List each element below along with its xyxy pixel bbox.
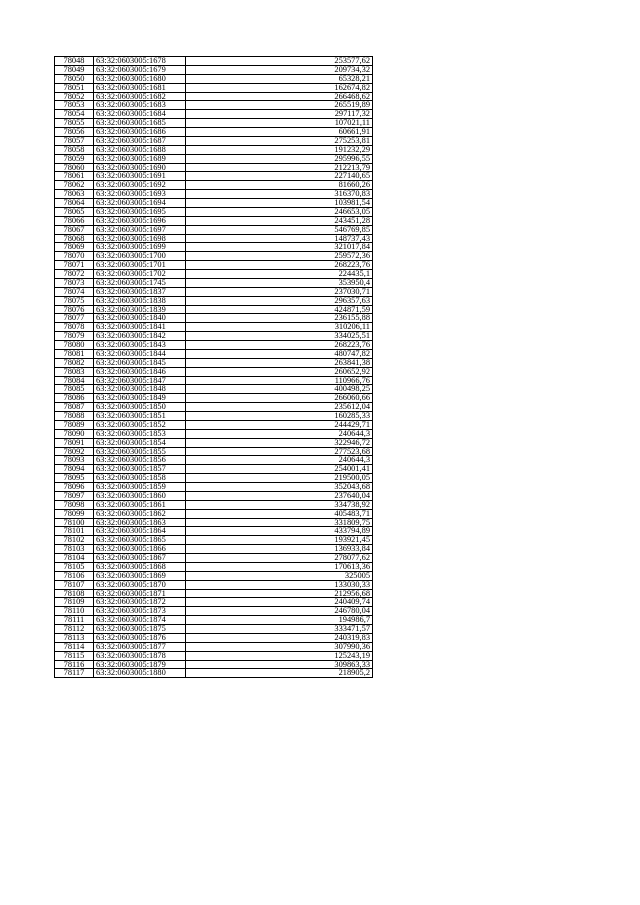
value-cell: 325005 — [186, 571, 373, 580]
cadastral-number-cell: 63:32:0603005:1679 — [94, 65, 186, 74]
value-cell: 275253,81 — [186, 136, 373, 145]
cadastral-number-cell: 63:32:0603005:1864 — [94, 527, 186, 536]
row-id-cell: 78053 — [55, 101, 94, 110]
value-cell: 125243,19 — [186, 651, 373, 660]
value-cell: 316370,83 — [186, 190, 373, 199]
row-id-cell: 78099 — [55, 509, 94, 518]
value-cell: 546769,85 — [186, 225, 373, 234]
cadastral-number-cell: 63:32:0603005:1878 — [94, 651, 186, 660]
table-row — [55, 518, 373, 527]
table-row — [55, 110, 373, 119]
cadastral-number-cell: 63:32:0603005:1861 — [94, 500, 186, 509]
cadastral-number-cell: 63:32:0603005:1682 — [94, 92, 186, 101]
value-cell: 405483,71 — [186, 509, 373, 518]
value-cell: 162674,82 — [186, 83, 373, 92]
cadastral-number-cell: 63:32:0603005:1857 — [94, 465, 186, 474]
row-id-cell: 78105 — [55, 562, 94, 571]
table-row — [55, 669, 373, 678]
row-id-cell: 78055 — [55, 119, 94, 128]
row-id-cell: 78115 — [55, 651, 94, 660]
table-row — [55, 296, 373, 305]
cadastral-number-cell: 63:32:0603005:1871 — [94, 589, 186, 598]
cadastral-number-cell: 63:32:0603005:1691 — [94, 172, 186, 181]
row-id-cell: 78106 — [55, 571, 94, 580]
row-id-cell: 78069 — [55, 243, 94, 252]
cadastral-number-cell: 63:32:0603005:1680 — [94, 74, 186, 83]
value-cell: 218905,2 — [186, 669, 373, 678]
table-row — [55, 163, 373, 172]
table-row — [55, 57, 373, 66]
row-id-cell: 78072 — [55, 270, 94, 279]
cadastral-number-cell: 63:32:0603005:1689 — [94, 154, 186, 163]
cadastral-number-cell: 63:32:0603005:1686 — [94, 128, 186, 137]
row-id-cell: 78101 — [55, 527, 94, 536]
row-id-cell: 78077 — [55, 314, 94, 323]
row-id-cell: 78092 — [55, 447, 94, 456]
value-cell: 227140,65 — [186, 172, 373, 181]
row-id-cell: 78094 — [55, 465, 94, 474]
cadastral-number-cell: 63:32:0603005:1854 — [94, 438, 186, 447]
cadastral-number-cell: 63:32:0603005:1694 — [94, 199, 186, 208]
cadastral-number-cell: 63:32:0603005:1845 — [94, 358, 186, 367]
table-row — [55, 651, 373, 660]
cadastral-number-cell: 63:32:0603005:1839 — [94, 305, 186, 314]
row-id-cell: 78049 — [55, 65, 94, 74]
value-cell: 133030,33 — [186, 580, 373, 589]
row-id-cell: 78054 — [55, 110, 94, 119]
cadastral-value-table — [54, 56, 373, 678]
table-row — [55, 74, 373, 83]
value-cell: 240644,3 — [186, 429, 373, 438]
row-id-cell: 78102 — [55, 536, 94, 545]
row-id-cell: 78100 — [55, 518, 94, 527]
cadastral-number-cell: 63:32:0603005:1855 — [94, 447, 186, 456]
cadastral-number-cell: 63:32:0603005:1867 — [94, 554, 186, 563]
value-cell: 333471,57 — [186, 625, 373, 634]
table-row — [55, 562, 373, 571]
value-cell: 334025,51 — [186, 332, 373, 341]
table-row — [55, 128, 373, 137]
table-row — [55, 92, 373, 101]
value-cell: 160285,33 — [186, 412, 373, 421]
table-row — [55, 456, 373, 465]
row-id-cell: 78064 — [55, 199, 94, 208]
row-id-cell: 78073 — [55, 278, 94, 287]
value-cell: 277523,68 — [186, 447, 373, 456]
value-cell: 254001,41 — [186, 465, 373, 474]
table-row — [55, 323, 373, 332]
value-cell: 237030,71 — [186, 287, 373, 296]
table-row — [55, 119, 373, 128]
cadastral-number-cell: 63:32:0603005:1678 — [94, 57, 186, 66]
table-row — [55, 598, 373, 607]
table-row — [55, 536, 373, 545]
cadastral-number-cell: 63:32:0603005:1698 — [94, 234, 186, 243]
value-cell: 107021,11 — [186, 119, 373, 128]
table-row — [55, 207, 373, 216]
table-row — [55, 332, 373, 341]
value-cell: 424871,59 — [186, 305, 373, 314]
value-cell: 236155,88 — [186, 314, 373, 323]
value-cell: 278077,62 — [186, 554, 373, 563]
row-id-cell: 78098 — [55, 500, 94, 509]
table-row — [55, 642, 373, 651]
row-id-cell: 78063 — [55, 190, 94, 199]
value-cell: 240319,83 — [186, 633, 373, 642]
value-cell: 246653,05 — [186, 207, 373, 216]
row-id-cell: 78091 — [55, 438, 94, 447]
table-row — [55, 199, 373, 208]
cadastral-number-cell: 63:32:0603005:1681 — [94, 83, 186, 92]
table-row — [55, 403, 373, 412]
table-row — [55, 491, 373, 500]
cadastral-number-cell: 63:32:0603005:1866 — [94, 545, 186, 554]
row-id-cell: 78114 — [55, 642, 94, 651]
row-id-cell: 78112 — [55, 625, 94, 634]
cadastral-number-cell: 63:32:0603005:1863 — [94, 518, 186, 527]
table-row — [55, 278, 373, 287]
cadastral-number-cell: 63:32:0603005:1856 — [94, 456, 186, 465]
value-cell: 212956,68 — [186, 589, 373, 598]
cadastral-number-cell: 63:32:0603005:1693 — [94, 190, 186, 199]
cadastral-number-cell: 63:32:0603005:1876 — [94, 633, 186, 642]
table-row — [55, 412, 373, 421]
value-cell: 334738,92 — [186, 500, 373, 509]
cadastral-number-cell: 63:32:0603005:1683 — [94, 101, 186, 110]
row-id-cell: 78086 — [55, 394, 94, 403]
row-id-cell: 78090 — [55, 429, 94, 438]
value-cell: 60661,91 — [186, 128, 373, 137]
value-cell: 212213,79 — [186, 163, 373, 172]
cadastral-number-cell: 63:32:0603005:1870 — [94, 580, 186, 589]
table-row — [55, 314, 373, 323]
cadastral-number-cell: 63:32:0603005:1690 — [94, 163, 186, 172]
cadastral-number-cell: 63:32:0603005:1851 — [94, 412, 186, 421]
row-id-cell: 78081 — [55, 349, 94, 358]
table-row — [55, 474, 373, 483]
row-id-cell: 78067 — [55, 225, 94, 234]
table-row — [55, 234, 373, 243]
table-row — [55, 483, 373, 492]
cadastral-number-cell: 63:32:0603005:1847 — [94, 376, 186, 385]
cadastral-number-cell: 63:32:0603005:1844 — [94, 349, 186, 358]
cadastral-number-cell: 63:32:0603005:1858 — [94, 474, 186, 483]
row-id-cell: 78103 — [55, 545, 94, 554]
table-row — [55, 660, 373, 669]
value-cell: 193921,45 — [186, 536, 373, 545]
value-cell: 237640,04 — [186, 491, 373, 500]
row-id-cell: 78117 — [55, 669, 94, 678]
row-id-cell: 78108 — [55, 589, 94, 598]
table-row — [55, 500, 373, 509]
table-row — [55, 376, 373, 385]
value-cell: 266468,62 — [186, 92, 373, 101]
row-id-cell: 78082 — [55, 358, 94, 367]
row-id-cell: 78085 — [55, 385, 94, 394]
value-cell: 295996,55 — [186, 154, 373, 163]
cadastral-number-cell: 63:32:0603005:1838 — [94, 296, 186, 305]
table-row — [55, 447, 373, 456]
row-id-cell: 78061 — [55, 172, 94, 181]
cadastral-number-cell: 63:32:0603005:1692 — [94, 181, 186, 190]
value-cell: 194986,7 — [186, 616, 373, 625]
value-cell: 307990,36 — [186, 642, 373, 651]
cadastral-number-cell: 63:32:0603005:1685 — [94, 119, 186, 128]
value-cell: 310206,11 — [186, 323, 373, 332]
table-row — [55, 571, 373, 580]
row-id-cell: 78075 — [55, 296, 94, 305]
table-row — [55, 545, 373, 554]
row-id-cell: 78084 — [55, 376, 94, 385]
row-id-cell: 78070 — [55, 252, 94, 261]
value-cell: 265519,89 — [186, 101, 373, 110]
row-id-cell: 78059 — [55, 154, 94, 163]
cadastral-number-cell: 63:32:0603005:1848 — [94, 385, 186, 394]
table-row — [55, 633, 373, 642]
table-row — [55, 287, 373, 296]
table-row — [55, 349, 373, 358]
value-cell: 297117,32 — [186, 110, 373, 119]
value-cell: 209734,32 — [186, 65, 373, 74]
cadastral-number-cell: 63:32:0603005:1868 — [94, 562, 186, 571]
row-id-cell: 78107 — [55, 580, 94, 589]
cadastral-number-cell: 63:32:0603005:1837 — [94, 287, 186, 296]
value-cell: 243451,28 — [186, 216, 373, 225]
cadastral-number-cell: 63:32:0603005:1684 — [94, 110, 186, 119]
cadastral-number-cell: 63:32:0603005:1843 — [94, 341, 186, 350]
value-cell: 322946,72 — [186, 438, 373, 447]
table-row — [55, 270, 373, 279]
table-row — [55, 65, 373, 74]
cadastral-number-cell: 63:32:0603005:1850 — [94, 403, 186, 412]
row-id-cell: 78116 — [55, 660, 94, 669]
row-id-cell: 78104 — [55, 554, 94, 563]
value-cell: 266060,66 — [186, 394, 373, 403]
value-cell: 110966,76 — [186, 376, 373, 385]
table-row — [55, 509, 373, 518]
row-id-cell: 78074 — [55, 287, 94, 296]
cadastral-number-cell: 63:32:0603005:1852 — [94, 420, 186, 429]
cadastral-number-cell: 63:32:0603005:1701 — [94, 261, 186, 270]
value-cell: 309863,33 — [186, 660, 373, 669]
value-cell: 170613,36 — [186, 562, 373, 571]
cadastral-number-cell: 63:32:0603005:1688 — [94, 145, 186, 154]
table-row — [55, 580, 373, 589]
cadastral-number-cell: 63:32:0603005:1745 — [94, 278, 186, 287]
row-id-cell: 78065 — [55, 207, 94, 216]
row-id-cell: 78051 — [55, 83, 94, 92]
value-cell: 219500,05 — [186, 474, 373, 483]
value-cell: 433794,89 — [186, 527, 373, 536]
row-id-cell: 78096 — [55, 483, 94, 492]
row-id-cell: 78057 — [55, 136, 94, 145]
table-row — [55, 438, 373, 447]
value-cell: 268223,76 — [186, 341, 373, 350]
row-id-cell: 78083 — [55, 367, 94, 376]
value-cell: 65328,21 — [186, 74, 373, 83]
row-id-cell: 78071 — [55, 261, 94, 270]
row-id-cell: 78080 — [55, 341, 94, 350]
table-row — [55, 225, 373, 234]
value-cell: 353950,4 — [186, 278, 373, 287]
value-cell: 400498,25 — [186, 385, 373, 394]
value-cell: 224435,1 — [186, 270, 373, 279]
cadastral-number-cell: 63:32:0603005:1699 — [94, 243, 186, 252]
row-id-cell: 78113 — [55, 633, 94, 642]
table-row — [55, 554, 373, 563]
cadastral-number-cell: 63:32:0603005:1872 — [94, 598, 186, 607]
table-row — [55, 243, 373, 252]
value-cell: 260652,92 — [186, 367, 373, 376]
row-id-cell: 78058 — [55, 145, 94, 154]
table-row — [55, 216, 373, 225]
table-row — [55, 136, 373, 145]
value-cell: 259572,36 — [186, 252, 373, 261]
value-cell: 191232,29 — [186, 145, 373, 154]
table-row — [55, 181, 373, 190]
cadastral-number-cell: 63:32:0603005:1859 — [94, 483, 186, 492]
table-row — [55, 527, 373, 536]
value-cell: 253577,62 — [186, 57, 373, 66]
table-row — [55, 625, 373, 634]
row-id-cell: 78095 — [55, 474, 94, 483]
value-cell: 136933,84 — [186, 545, 373, 554]
row-id-cell: 78078 — [55, 323, 94, 332]
row-id-cell: 78097 — [55, 491, 94, 500]
row-id-cell: 78056 — [55, 128, 94, 137]
cadastral-number-cell: 63:32:0603005:1860 — [94, 491, 186, 500]
row-id-cell: 78062 — [55, 181, 94, 190]
row-id-cell: 78050 — [55, 74, 94, 83]
cadastral-number-cell: 63:32:0603005:1846 — [94, 367, 186, 376]
table-row — [55, 429, 373, 438]
value-cell: 148737,43 — [186, 234, 373, 243]
value-cell: 246780,04 — [186, 607, 373, 616]
table-row — [55, 83, 373, 92]
cadastral-number-cell: 63:32:0603005:1840 — [94, 314, 186, 323]
row-id-cell: 78087 — [55, 403, 94, 412]
row-id-cell: 78048 — [55, 57, 94, 66]
table-row — [55, 190, 373, 199]
row-id-cell: 78111 — [55, 616, 94, 625]
cadastral-number-cell: 63:32:0603005:1696 — [94, 216, 186, 225]
value-cell: 263841,38 — [186, 358, 373, 367]
row-id-cell: 78079 — [55, 332, 94, 341]
value-cell: 352043,68 — [186, 483, 373, 492]
table-row — [55, 145, 373, 154]
value-cell: 480747,82 — [186, 349, 373, 358]
cadastral-number-cell: 63:32:0603005:1869 — [94, 571, 186, 580]
value-cell: 244429,71 — [186, 420, 373, 429]
value-cell: 268223,76 — [186, 261, 373, 270]
row-id-cell: 78093 — [55, 456, 94, 465]
table-body — [55, 57, 373, 678]
table-row — [55, 367, 373, 376]
table-row — [55, 616, 373, 625]
table-row — [55, 341, 373, 350]
cadastral-number-cell: 63:32:0603005:1853 — [94, 429, 186, 438]
row-id-cell: 78110 — [55, 607, 94, 616]
row-id-cell: 78076 — [55, 305, 94, 314]
value-cell: 240644,3 — [186, 456, 373, 465]
cadastral-number-cell: 63:32:0603005:1695 — [94, 207, 186, 216]
row-id-cell: 78066 — [55, 216, 94, 225]
cadastral-number-cell: 63:32:0603005:1865 — [94, 536, 186, 545]
table-row — [55, 305, 373, 314]
cadastral-number-cell: 63:32:0603005:1849 — [94, 394, 186, 403]
table-row — [55, 252, 373, 261]
cadastral-number-cell: 63:32:0603005:1700 — [94, 252, 186, 261]
row-id-cell: 78089 — [55, 420, 94, 429]
cadastral-number-cell: 63:32:0603005:1841 — [94, 323, 186, 332]
value-cell: 331809,75 — [186, 518, 373, 527]
table-row — [55, 172, 373, 181]
table-row — [55, 394, 373, 403]
table-row — [55, 385, 373, 394]
cadastral-number-cell: 63:32:0603005:1880 — [94, 669, 186, 678]
cadastral-number-cell: 63:32:0603005:1875 — [94, 625, 186, 634]
cadastral-number-cell: 63:32:0603005:1697 — [94, 225, 186, 234]
value-cell: 81660,26 — [186, 181, 373, 190]
cadastral-number-cell: 63:32:0603005:1873 — [94, 607, 186, 616]
cadastral-number-cell: 63:32:0603005:1687 — [94, 136, 186, 145]
table-row — [55, 101, 373, 110]
cadastral-number-cell: 63:32:0603005:1877 — [94, 642, 186, 651]
value-cell: 103981,54 — [186, 199, 373, 208]
cadastral-number-cell: 63:32:0603005:1842 — [94, 332, 186, 341]
row-id-cell: 78068 — [55, 234, 94, 243]
table-row — [55, 607, 373, 616]
value-cell: 240409,74 — [186, 598, 373, 607]
table-row — [55, 465, 373, 474]
cadastral-number-cell: 63:32:0603005:1862 — [94, 509, 186, 518]
value-cell: 296357,63 — [186, 296, 373, 305]
value-cell: 321017,84 — [186, 243, 373, 252]
cadastral-number-cell: 63:32:0603005:1879 — [94, 660, 186, 669]
table-row — [55, 589, 373, 598]
row-id-cell: 78109 — [55, 598, 94, 607]
table-row — [55, 154, 373, 163]
value-cell: 235612,04 — [186, 403, 373, 412]
row-id-cell: 78052 — [55, 92, 94, 101]
table-row — [55, 261, 373, 270]
table-row — [55, 420, 373, 429]
cadastral-number-cell: 63:32:0603005:1874 — [94, 616, 186, 625]
cadastral-number-cell: 63:32:0603005:1702 — [94, 270, 186, 279]
row-id-cell: 78088 — [55, 412, 94, 421]
row-id-cell: 78060 — [55, 163, 94, 172]
table-row — [55, 358, 373, 367]
